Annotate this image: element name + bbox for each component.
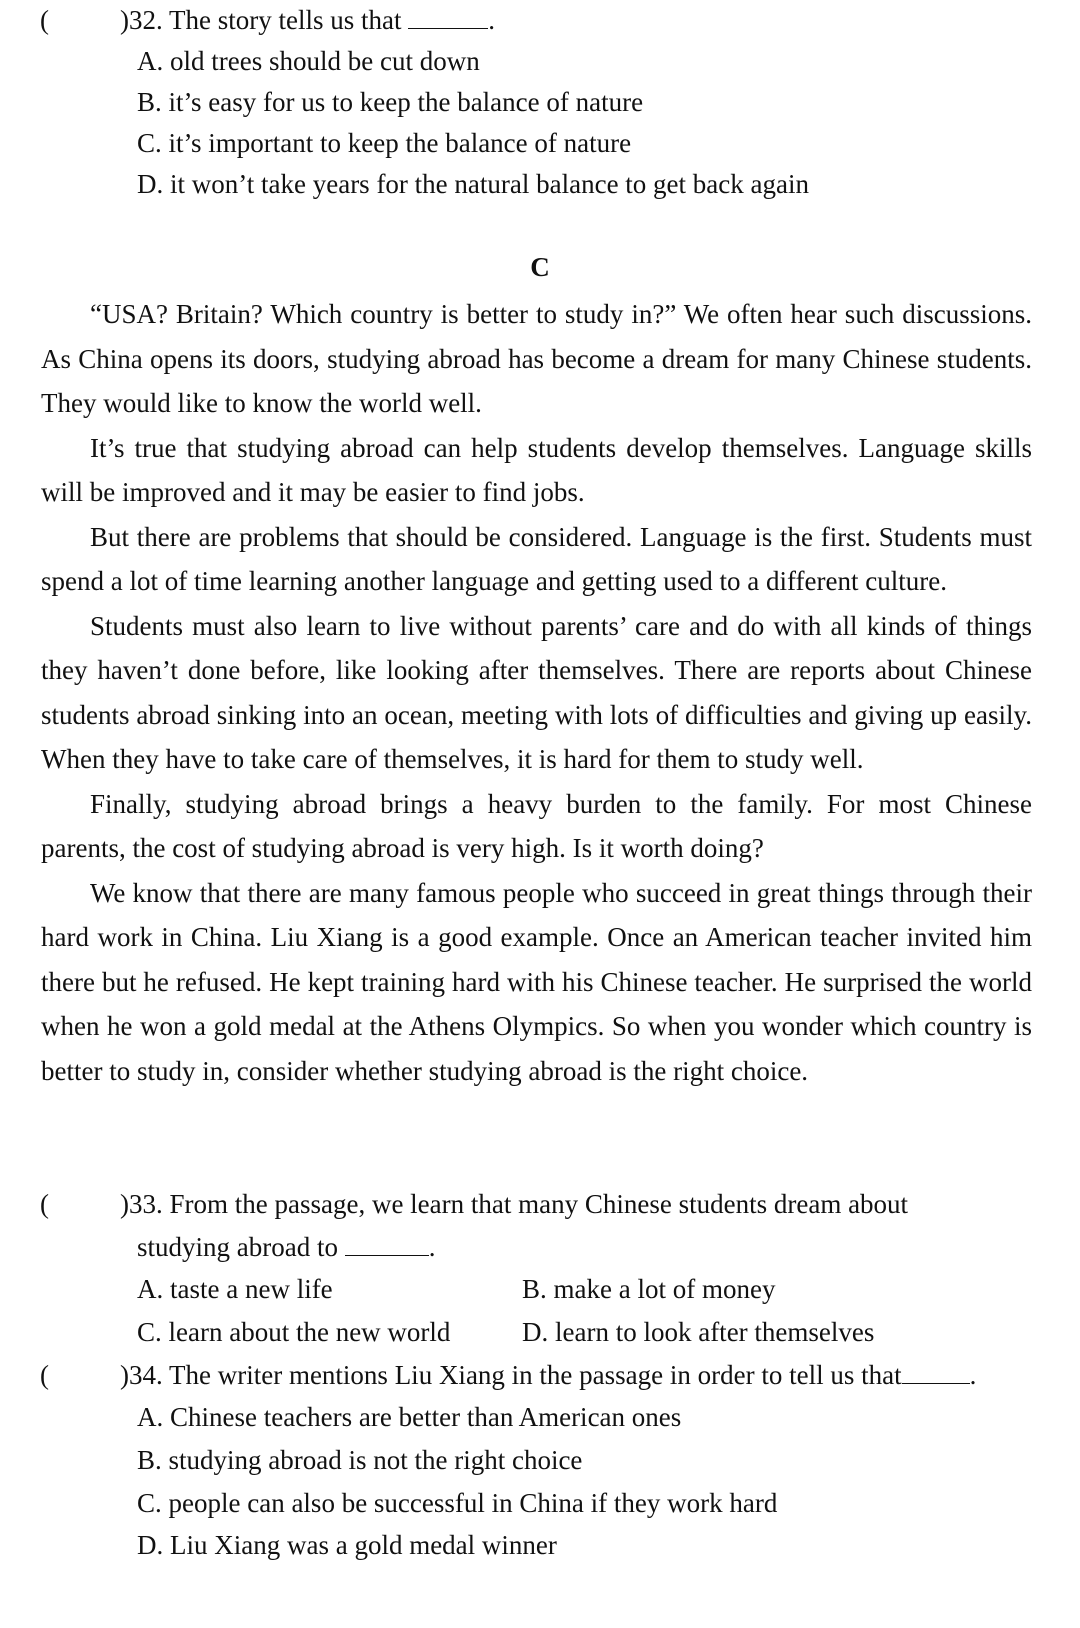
option-34-b: B. studying abroad is not the right choice (137, 1445, 583, 1475)
option-32-c: C. it’s important to keep the balance of nature (137, 128, 632, 158)
question-32-stem (120, 4, 495, 36)
passage-paragraph-2: It’s true that studying abroad can help students develop themselves. Language skills will be improved and it may be easier to find jobs. (41, 432, 1032, 507)
question-33-stem-text: studying abroad to (137, 1232, 338, 1262)
passage-paragraph-3: But there are problems that should be considered. Language is the first. Students must spend a lot of time learning another language and getting used to a different culture. (41, 521, 1032, 596)
passage-paragraph-6: We know that there are many famous people who succeed in great things through their hard work in China. Liu Xiang is a good example. Once an American teacher invited him there but he refused. He kept training hard with his Chinese teacher. He surprised the world when he won a gold medal at the Athens Olympics. So when you wonder which country is better to study in, consider whether studying abroad is the right choice. (41, 877, 1032, 1086)
question-32-stem-text: )32. The story tells us that (120, 5, 402, 35)
option-34-a: A. Chinese teachers are better than American ones (137, 1402, 682, 1432)
option-34-d: D. Liu Xiang was a gold medal winner (137, 1530, 557, 1560)
answer-paren-32[interactable]: ( (40, 5, 49, 35)
option-33-d: D. learn to look after themselves (522, 1317, 875, 1347)
question-34-stem-end: . (969, 1360, 977, 1390)
option-32-a: A. old trees should be cut down (137, 46, 480, 76)
option-34-c: C. people can also be successful in China if they work hard (137, 1488, 778, 1518)
question-34-stem (120, 1359, 976, 1391)
reading-passage (41, 292, 1032, 1093)
option-33-a: A. taste a new life (137, 1274, 333, 1304)
question-33-stem-line1: )33. From the passage, we learn that many Chinese students dream about (120, 1189, 909, 1219)
option-33-c: C. learn about the new world (137, 1317, 451, 1347)
section-heading: C (530, 252, 550, 282)
question-34-stem-text: )34. The writer mentions Liu Xiang in the passage in order to tell us that (120, 1360, 902, 1390)
passage-paragraph-4: Students must also learn to live without parents’ care and do with all kinds of things they haven’t done before, like looking after themselves. There are reports about Chinese students abroad sinking into an ocean, meeting with lots of difficulties and giving up easily. When they have to take care of themselves, it is hard for them to study well. (41, 610, 1032, 774)
answer-paren-33[interactable]: ( (40, 1189, 49, 1219)
option-32-b: B. it’s easy for us to keep the balance of nature (137, 87, 644, 117)
question-33-stem-line2 (137, 1231, 435, 1263)
passage-paragraph-5: Finally, studying abroad brings a heavy burden to the family. For most Chinese parents, the cost of studying abroad is very high. Is it worth doing? (41, 788, 1032, 863)
answer-paren-34[interactable]: ( (40, 1360, 49, 1390)
answer-blank-32[interactable] (408, 8, 488, 29)
question-32-stem-end: . (488, 5, 495, 35)
option-33-b: B. make a lot of money (522, 1274, 776, 1304)
answer-blank-34[interactable] (902, 1363, 970, 1384)
answer-blank-33[interactable] (345, 1235, 429, 1256)
option-32-d: D. it won’t take years for the natural balance to get back again (137, 169, 809, 199)
question-33-stem-end: . (428, 1232, 436, 1262)
passage-paragraph-1: “USA? Britain? Which country is better to study in?” We often hear such discussions. As China opens its doors, studying abroad has become a dream for many Chinese students. They would like to know the world well. (41, 299, 1032, 418)
